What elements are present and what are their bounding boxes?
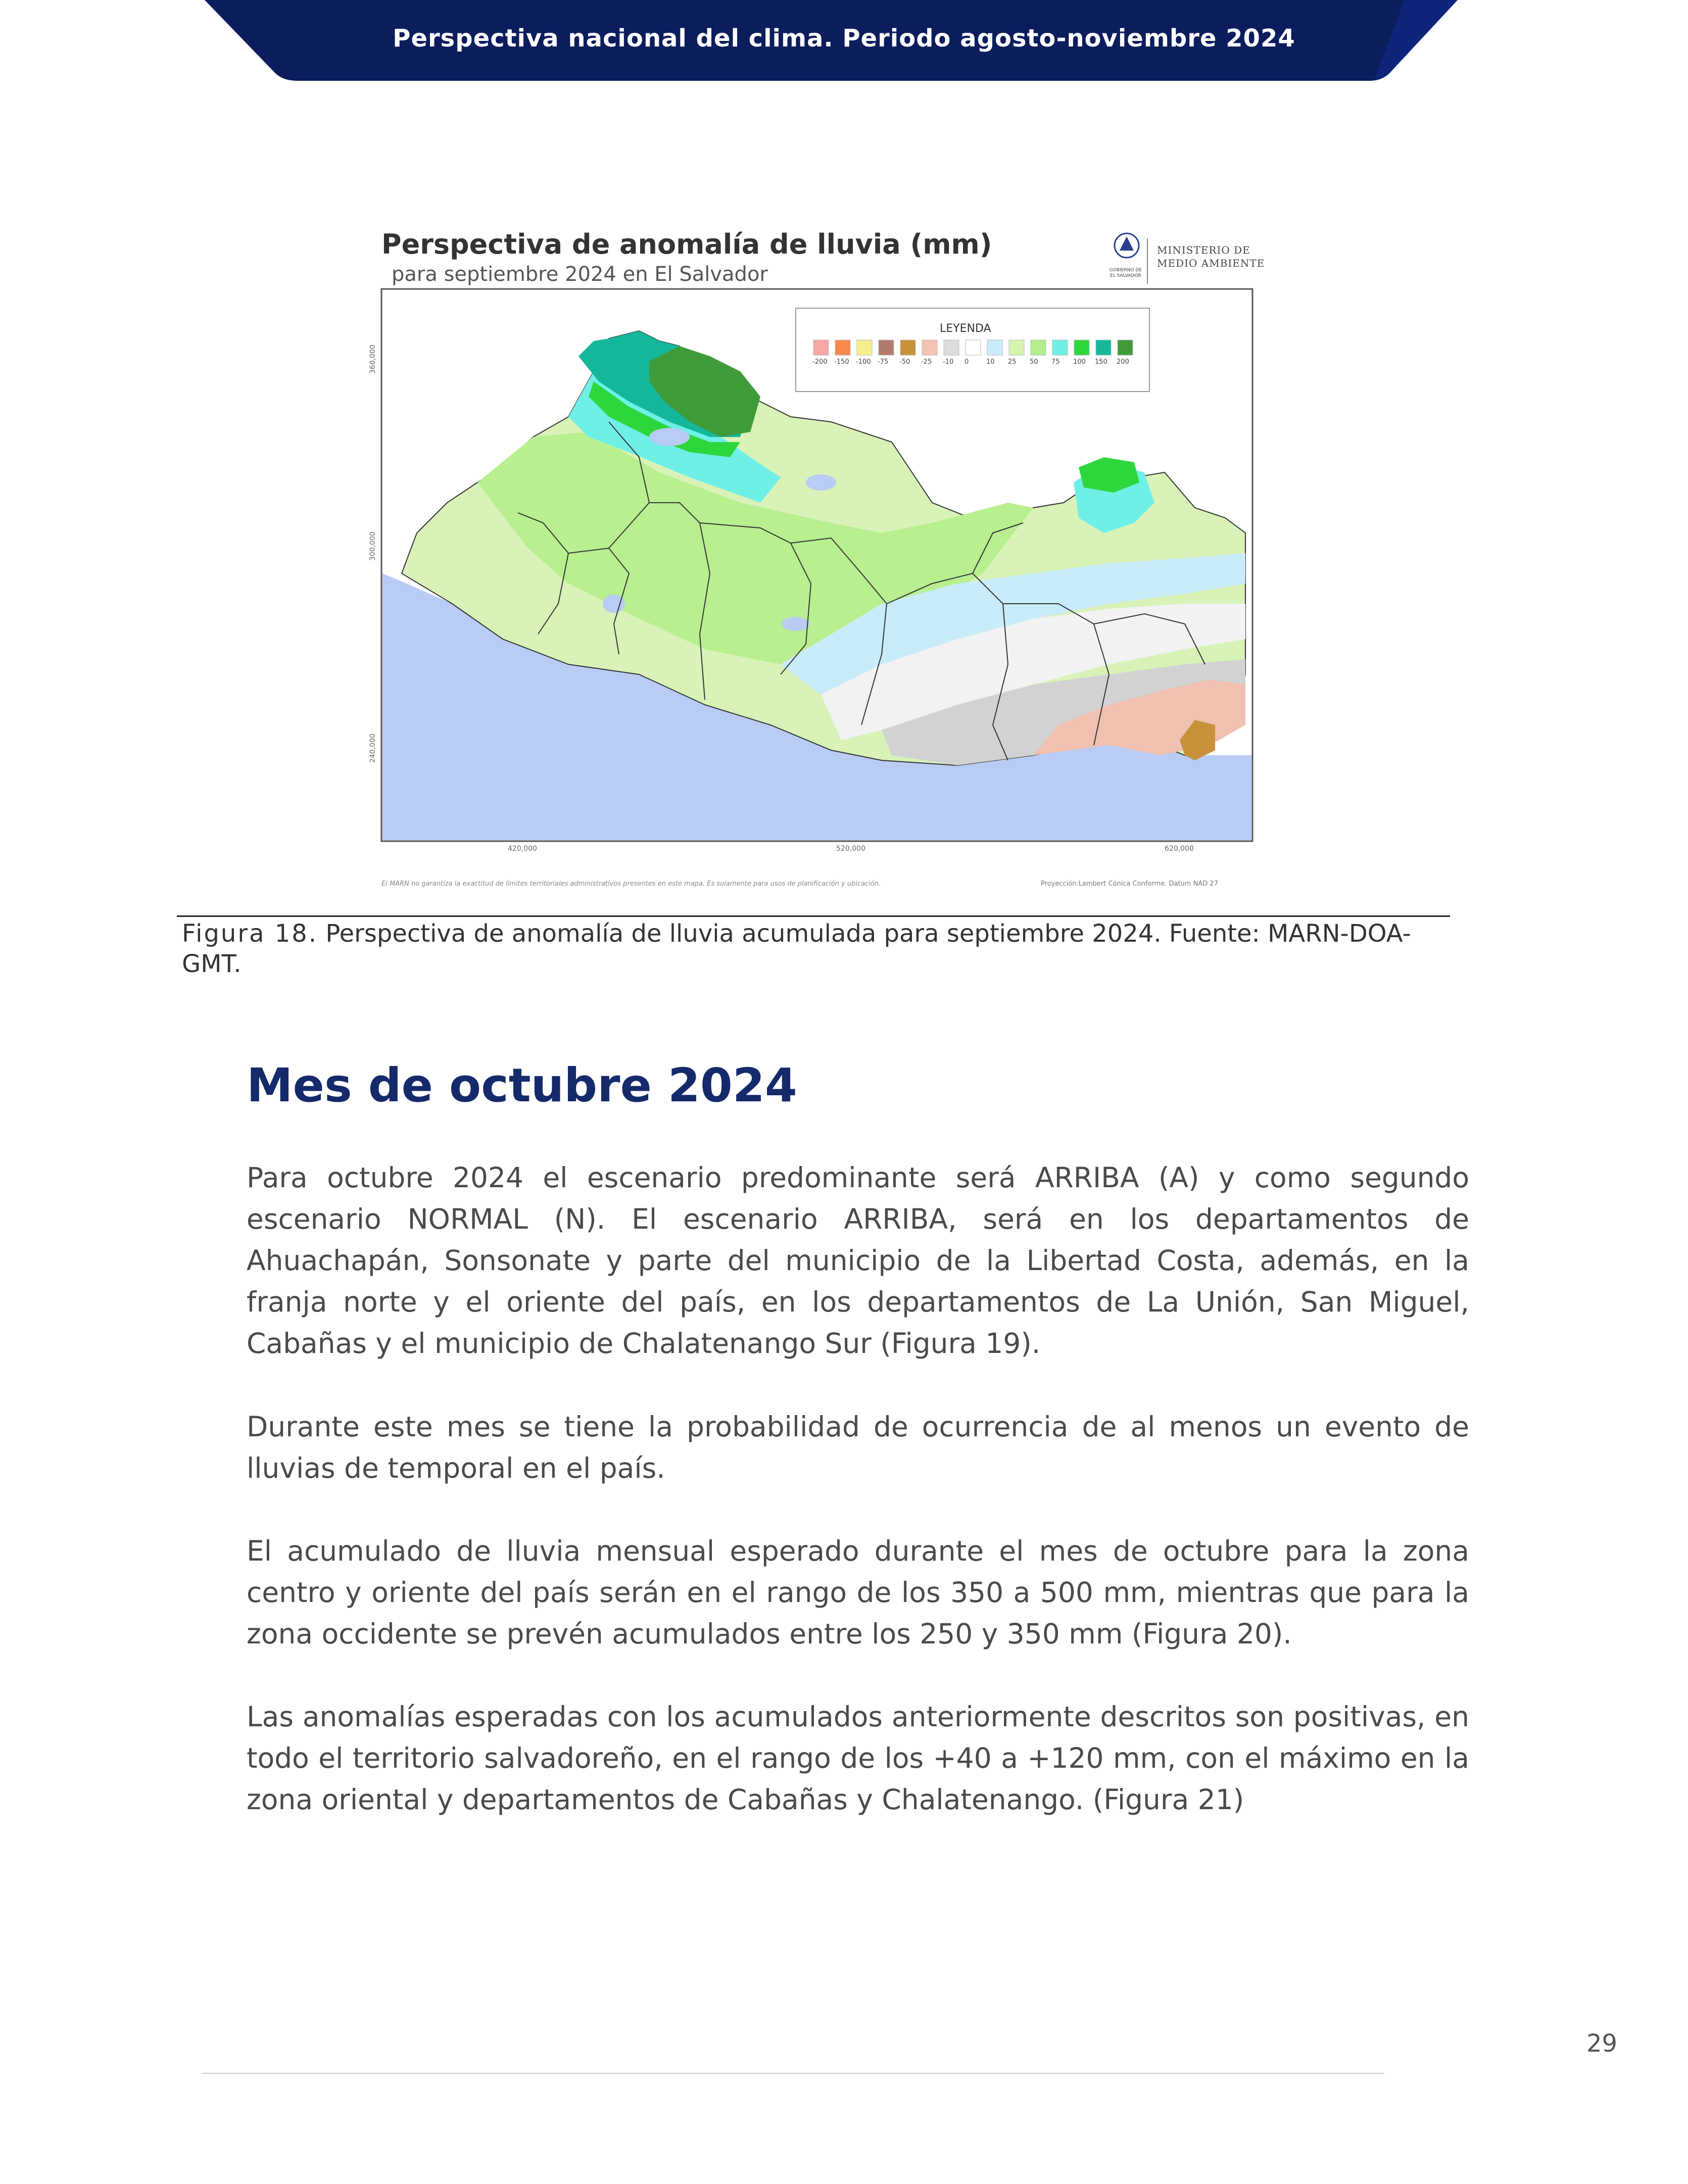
caption-text: Perspectiva de anomalía de lluvia acumulada para septiembre 2024. Fuente: MARN-DOA-GMT. <box>182 919 1411 978</box>
legend-label: 10 <box>986 358 995 366</box>
legend-swatch <box>1074 340 1089 355</box>
paragraph: Para octubre 2024 el escenario predominante será ARRIBA (A) y como segundo escenario NORMAL (N). El escenario ARRIBA, será en los departamentos de Ahuachapán, Sonsonate y parte del municipio de la Libertad Costa, además, en la franja norte y el oriente del país, en los departamentos de La Unión, San Miguel, Cabañas y el municipio de Chalatenango Sur (Figura 19). <box>247 1161 1469 1360</box>
rainfall-anomaly-map <box>376 220 1271 902</box>
map-subtitle: para septiembre 2024 en El Salvador <box>392 263 768 286</box>
government-text <box>1105 268 1146 279</box>
y-tick: 240,000 <box>369 734 377 763</box>
paragraph: El acumulado de lluvia mensual esperado durante el mes de octubre para la zona centro y oriente del país serán en el rango de los 350 a 500 mm, mientras que para la zona occidente se prevén acumulados entre los 250 y 350 mm (Figura 20). <box>247 1535 1469 1650</box>
ministry-line-1: MINISTERIO DE <box>1157 244 1250 256</box>
x-tick: 620,000 <box>1165 845 1194 853</box>
legend-label: 200 <box>1117 358 1129 366</box>
y-tick: 360,000 <box>369 345 377 374</box>
legend-swatch <box>813 340 829 355</box>
legend-swatch <box>1031 340 1046 355</box>
legend-label: 50 <box>1030 358 1038 366</box>
government-line-2: EL SALVADOR <box>1110 273 1141 278</box>
footer-rule <box>202 2073 1384 2074</box>
legend-label: -150 <box>834 358 849 366</box>
legend-label: -100 <box>856 358 871 366</box>
legend-swatch <box>987 340 1002 355</box>
legend-title: LEYENDA <box>940 322 991 335</box>
legend-label: -50 <box>899 358 910 366</box>
page-number: 29 <box>1586 2029 1618 2058</box>
map-disclaimer: El MARN no garantiza la exactitud de límites territoriales administrativos presentes en este mapa. Es solamente para usos de planificación y ubicación. <box>381 880 881 888</box>
legend-label: 25 <box>1008 358 1017 366</box>
government-seal-icon <box>1112 230 1142 266</box>
legend-swatches <box>813 340 1133 355</box>
ministry-line-2: MEDIO AMBIENTE <box>1157 257 1265 269</box>
map-title: Perspectiva de anomalía de lluvia (mm) <box>381 228 992 260</box>
caption-rule <box>177 915 1450 917</box>
legend-label: -10 <box>943 358 954 366</box>
legend-label: -200 <box>812 358 828 366</box>
caption-label: Figura 18. <box>182 919 318 948</box>
legend-swatch <box>857 340 872 355</box>
legend-swatch <box>1052 340 1068 355</box>
legend-swatch <box>1118 340 1133 355</box>
paragraph: Durante este mes se tiene la probabilidad de ocurrencia de al menos un evento de lluvias de temporal en el país. <box>247 1411 1469 1484</box>
y-tick: 300,000 <box>369 531 377 561</box>
legend-label: 100 <box>1073 358 1086 366</box>
legend-label: -25 <box>921 358 932 366</box>
legend-swatch <box>879 340 894 355</box>
header-title: Perspectiva nacional del clima. Periodo agosto-noviembre 2024 <box>393 24 1295 53</box>
legend-label: 75 <box>1051 358 1060 366</box>
legend-label: -75 <box>878 358 889 366</box>
legend-swatch <box>922 340 937 355</box>
legend-swatch <box>835 340 850 355</box>
legend-swatch <box>1009 340 1024 355</box>
legend-swatch <box>966 340 981 355</box>
legend-swatch <box>944 340 959 355</box>
government-line-1: GOBIERNO DE <box>1109 268 1142 273</box>
legend-label: 150 <box>1095 358 1107 366</box>
section-heading: Mes de octubre 2024 <box>247 1058 797 1112</box>
legend-swatch <box>900 340 915 355</box>
paragraph: Las anomalías esperadas con los acumulados anteriormente descritos son positivas, en todo el territorio salvadoreño, en el rango de los +40 a +120 mm, con el máximo en la zona oriental y departamentos de Cabañas y Chalatenango. (Figura 21) <box>247 1701 1469 1816</box>
x-tick: 520,000 <box>836 845 865 853</box>
figure-caption <box>182 918 1455 979</box>
figure-map <box>376 220 1271 902</box>
legend-swatch <box>1096 340 1111 355</box>
logo-divider <box>1147 238 1148 284</box>
legend-label: 0 <box>964 358 969 366</box>
ministry-text <box>1157 244 1265 270</box>
map-projection: Proyección:Lambert Cónica Conforme. Datum NAD 27 <box>1041 880 1218 888</box>
x-tick: 420,000 <box>508 845 537 853</box>
